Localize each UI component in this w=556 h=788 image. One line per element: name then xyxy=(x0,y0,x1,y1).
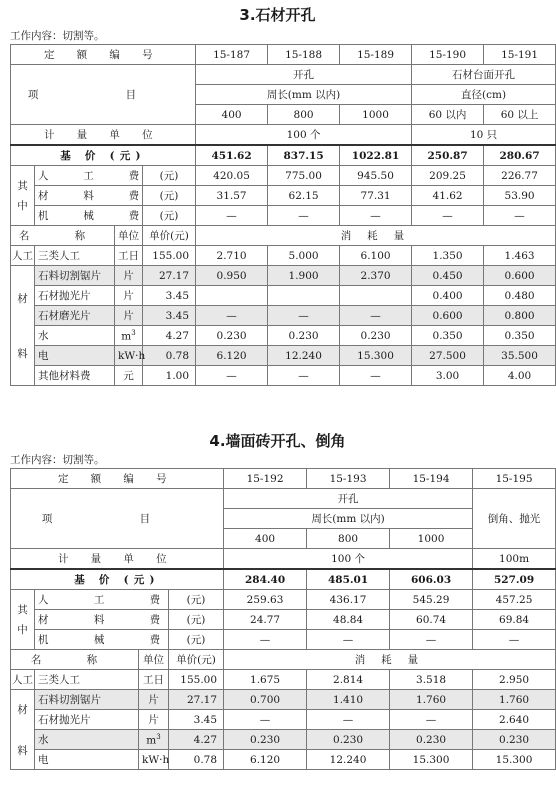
cost-unit: (元) xyxy=(169,630,224,650)
consumption: — xyxy=(268,366,340,386)
header-unit: 单位 xyxy=(115,226,143,246)
group-header: 开孔 xyxy=(196,65,412,85)
item-label: 项 目 xyxy=(11,489,224,549)
quota-table xyxy=(10,468,556,770)
cost-unit: (元) xyxy=(169,590,224,610)
resource-unit: kW·h xyxy=(115,346,143,366)
resource-price: 0.78 xyxy=(143,346,196,366)
resource-name: 水 xyxy=(35,730,139,750)
spec-cell: 1000 xyxy=(390,529,473,549)
resource-name: 其他材料费 xyxy=(35,366,115,386)
consumption: 0.700 xyxy=(224,690,307,710)
resource-unit: 片 xyxy=(139,710,169,730)
unit-value: 100 个 xyxy=(224,549,473,570)
cost-unit: (元) xyxy=(169,610,224,630)
consumption: — xyxy=(390,710,473,730)
consumption: 3.518 xyxy=(390,670,473,690)
consumption: 5.000 xyxy=(268,246,340,266)
sub-header: 周长(mm 以内) xyxy=(224,509,473,529)
quota-code-label: 定 额 编 号 xyxy=(11,45,196,65)
consumption: 1.463 xyxy=(484,246,556,266)
consumption: 1.350 xyxy=(412,246,484,266)
resource-unit: 工日 xyxy=(139,670,169,690)
consumption: 0.230 xyxy=(307,730,390,750)
cost-value: 457.25 xyxy=(473,590,556,610)
qizhong-label: 其 中 xyxy=(11,590,35,650)
resource-name: 三类人工 xyxy=(35,246,115,266)
consumption: 0.230 xyxy=(268,326,340,346)
qizhong-label: 其 中 xyxy=(11,166,35,226)
consumption: 4.00 xyxy=(484,366,556,386)
resource-unit: 片 xyxy=(115,266,143,286)
cost-value: 41.62 xyxy=(412,186,484,206)
base-price: 527.09 xyxy=(473,569,556,590)
cost-value: 209.25 xyxy=(412,166,484,186)
cost-value: 775.00 xyxy=(268,166,340,186)
category-labor: 人工 xyxy=(11,670,35,690)
consumption: 15.300 xyxy=(390,750,473,770)
resource-price: 4.27 xyxy=(169,730,224,750)
category-material: 材 料 xyxy=(11,690,35,770)
cost-name: 人 工 费 xyxy=(35,166,143,186)
resource-unit: 片 xyxy=(139,690,169,710)
base-price: 606.03 xyxy=(390,569,473,590)
resource-unit: 元 xyxy=(115,366,143,386)
resource-name: 石料切割锯片 xyxy=(35,266,115,286)
resource-unit: 片 xyxy=(115,306,143,326)
quota-code: 15-187 xyxy=(196,45,268,65)
resource-unit: 片 xyxy=(115,286,143,306)
base-price-label: 基 价 (元) xyxy=(11,145,196,166)
cost-value: — xyxy=(307,630,390,650)
category-labor: 人工 xyxy=(11,246,35,266)
resource-name: 石材磨光片 xyxy=(35,306,115,326)
sub-header: 周长(mm 以内) xyxy=(196,85,412,105)
cost-value: 48.84 xyxy=(307,610,390,630)
spec-cell: 1000 xyxy=(340,105,412,125)
resource-name: 水 xyxy=(35,326,115,346)
spec-cell: 800 xyxy=(307,529,390,549)
header-price: 单价(元) xyxy=(143,226,196,246)
cost-unit: (元) xyxy=(143,166,196,186)
sub-header: 直径(cm) xyxy=(412,85,556,105)
consumption: 0.600 xyxy=(484,266,556,286)
consumption: 1.410 xyxy=(307,690,390,710)
spec-cell: 400 xyxy=(224,529,307,549)
resource-unit: 工日 xyxy=(115,246,143,266)
cost-value: 545.29 xyxy=(390,590,473,610)
quota-code: 15-192 xyxy=(224,469,307,489)
consumption: 0.230 xyxy=(473,730,556,750)
work-content: 工作内容：切割等。 xyxy=(10,30,105,42)
cost-name: 机 械 费 xyxy=(35,630,169,650)
consumption: 0.350 xyxy=(412,326,484,346)
consumption: 2.640 xyxy=(473,710,556,730)
consumption: 0.950 xyxy=(196,266,268,286)
header-consumption: 消 耗 量 xyxy=(224,650,556,670)
category-material: 材 料 xyxy=(11,266,35,386)
base-price: 485.01 xyxy=(307,569,390,590)
cost-value: — xyxy=(484,206,556,226)
consumption: 1.760 xyxy=(390,690,473,710)
work-content: 工作内容：切割等。 xyxy=(10,454,105,466)
consumption xyxy=(340,286,412,306)
resource-price: 3.45 xyxy=(169,710,224,730)
resource-price: 4.27 xyxy=(143,326,196,346)
cost-value: 259.63 xyxy=(224,590,307,610)
consumption: — xyxy=(340,366,412,386)
base-price: 1022.81 xyxy=(340,145,412,166)
cost-value: — xyxy=(390,630,473,650)
cost-value: 53.90 xyxy=(484,186,556,206)
cost-value: — xyxy=(268,206,340,226)
quota-code: 15-191 xyxy=(484,45,556,65)
group-header: 开孔 xyxy=(224,489,473,509)
cost-name: 材 料 费 xyxy=(35,186,143,206)
group-header: 倒角、抛光 xyxy=(473,489,556,549)
resource-price: 155.00 xyxy=(169,670,224,690)
consumption: 2.950 xyxy=(473,670,556,690)
cost-name: 材 料 费 xyxy=(35,610,169,630)
consumption: — xyxy=(196,366,268,386)
resource-price: 0.78 xyxy=(169,750,224,770)
cost-value: — xyxy=(473,630,556,650)
header-name: 名 称 xyxy=(11,650,139,670)
consumption: 12.240 xyxy=(307,750,390,770)
base-price: 284.40 xyxy=(224,569,307,590)
quota-code: 15-194 xyxy=(390,469,473,489)
quota-code: 15-189 xyxy=(340,45,412,65)
consumption xyxy=(268,286,340,306)
consumption: 1.760 xyxy=(473,690,556,710)
consumption: 35.500 xyxy=(484,346,556,366)
consumption: 6.120 xyxy=(224,750,307,770)
consumption: 0.600 xyxy=(412,306,484,326)
base-price: 837.15 xyxy=(268,145,340,166)
cost-value: 420.05 xyxy=(196,166,268,186)
unit-value: 100m xyxy=(473,549,556,570)
resource-name: 石材抛光片 xyxy=(35,710,139,730)
section-title: 3.石材开孔 xyxy=(239,6,316,24)
consumption: 2.814 xyxy=(307,670,390,690)
resource-name: 石料切割锯片 xyxy=(35,690,139,710)
consumption: 0.800 xyxy=(484,306,556,326)
consumption: 15.300 xyxy=(473,750,556,770)
unit-value: 10 只 xyxy=(412,125,556,146)
cost-unit: (元) xyxy=(143,186,196,206)
resource-price: 3.45 xyxy=(143,286,196,306)
resource-unit: $m^3$ xyxy=(115,326,143,346)
base-price: 250.87 xyxy=(412,145,484,166)
unit-value: 100 个 xyxy=(196,125,412,146)
resource-price: 1.00 xyxy=(143,366,196,386)
spec-cell: 400 xyxy=(196,105,268,125)
cost-name: 人 工 费 xyxy=(35,590,169,610)
consumption: — xyxy=(224,710,307,730)
quota-code: 15-188 xyxy=(268,45,340,65)
resource-unit: $m^3$ xyxy=(139,730,169,750)
base-price: 280.67 xyxy=(484,145,556,166)
consumption: 0.230 xyxy=(224,730,307,750)
quota-code-label: 定 额 编 号 xyxy=(11,469,224,489)
consumption: — xyxy=(307,710,390,730)
spec-cell: 800 xyxy=(268,105,340,125)
consumption: 27.500 xyxy=(412,346,484,366)
resource-name: 石材抛光片 xyxy=(35,286,115,306)
cost-value: — xyxy=(340,206,412,226)
consumption: 0.230 xyxy=(390,730,473,750)
quota-code: 15-195 xyxy=(473,469,556,489)
consumption: 3.00 xyxy=(412,366,484,386)
quota-table xyxy=(10,44,556,386)
cost-value: 31.57 xyxy=(196,186,268,206)
consumption: 1.675 xyxy=(224,670,307,690)
cost-name: 机 械 费 xyxy=(35,206,143,226)
consumption: 0.400 xyxy=(412,286,484,306)
unit-label: 计 量 单 位 xyxy=(11,125,196,146)
consumption: 15.300 xyxy=(340,346,412,366)
header-unit: 单位 xyxy=(139,650,169,670)
cost-value: — xyxy=(412,206,484,226)
cost-unit: (元) xyxy=(143,206,196,226)
cost-value: — xyxy=(224,630,307,650)
base-price: 451.62 xyxy=(196,145,268,166)
header-consumption: 消 耗 量 xyxy=(196,226,556,246)
quota-code: 15-193 xyxy=(307,469,390,489)
consumption: 0.230 xyxy=(340,326,412,346)
cost-value: 226.77 xyxy=(484,166,556,186)
unit-label: 计 量 单 位 xyxy=(11,549,224,570)
resource-price: 27.17 xyxy=(143,266,196,286)
cost-value: 24.77 xyxy=(224,610,307,630)
consumption: 6.120 xyxy=(196,346,268,366)
consumption: 2.370 xyxy=(340,266,412,286)
resource-unit: kW·h xyxy=(139,750,169,770)
consumption: — xyxy=(340,306,412,326)
resource-name: 电 xyxy=(35,750,139,770)
consumption: 2.710 xyxy=(196,246,268,266)
cost-value: 69.84 xyxy=(473,610,556,630)
spec-cell: 60 以上 xyxy=(484,105,556,125)
consumption: 0.480 xyxy=(484,286,556,306)
base-price-label: 基 价 (元) xyxy=(11,569,224,590)
consumption: 0.450 xyxy=(412,266,484,286)
cost-value: 62.15 xyxy=(268,186,340,206)
resource-price: 27.17 xyxy=(169,690,224,710)
resource-name: 电 xyxy=(35,346,115,366)
consumption: 1.900 xyxy=(268,266,340,286)
resource-price: 3.45 xyxy=(143,306,196,326)
consumption xyxy=(196,286,268,306)
cost-value: 436.17 xyxy=(307,590,390,610)
header-price: 单价(元) xyxy=(169,650,224,670)
consumption: 12.240 xyxy=(268,346,340,366)
cost-value: 77.31 xyxy=(340,186,412,206)
consumption: — xyxy=(196,306,268,326)
consumption: — xyxy=(268,306,340,326)
consumption: 6.100 xyxy=(340,246,412,266)
header-name: 名 称 xyxy=(11,226,115,246)
resource-price: 155.00 xyxy=(143,246,196,266)
cost-value: 60.74 xyxy=(390,610,473,630)
item-label: 项 目 xyxy=(11,65,196,125)
cost-value: — xyxy=(196,206,268,226)
group-header: 石材台面开孔 xyxy=(412,65,556,85)
quota-code: 15-190 xyxy=(412,45,484,65)
cost-value: 945.50 xyxy=(340,166,412,186)
spec-cell: 60 以内 xyxy=(412,105,484,125)
section-title: 4.墙面砖开孔、倒角 xyxy=(209,432,346,450)
resource-name: 三类人工 xyxy=(35,670,139,690)
consumption: 0.350 xyxy=(484,326,556,346)
consumption: 0.230 xyxy=(196,326,268,346)
